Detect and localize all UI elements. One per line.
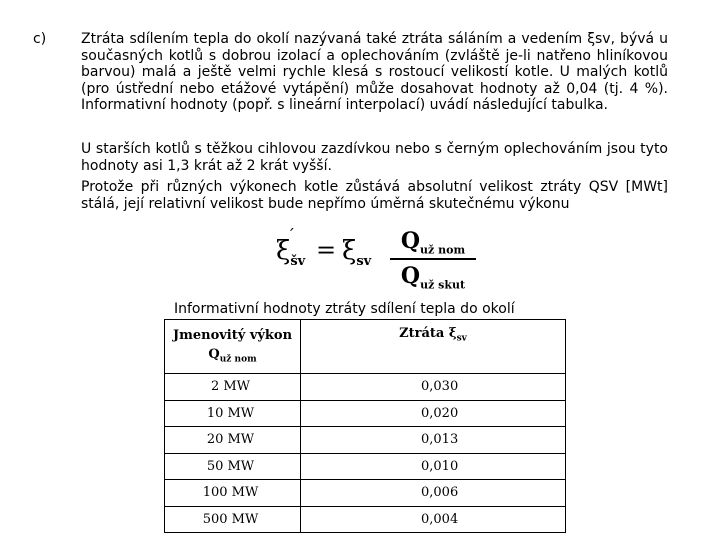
table-row: 100 MW 0,006 (165, 480, 566, 507)
formula-accent: ´ (287, 226, 295, 245)
paragraph-relative-loss: Protože při různých výkonech kotle zůstává absolutní velikost ztráty QSV [MWt] stálá, její relativní velikost bude nepřímo úměrná skutečnému výkonu (81, 179, 668, 212)
fraction-bar (390, 258, 476, 260)
table-row: 2 MW 0,030 (165, 374, 566, 401)
table-header-row (165, 320, 566, 374)
formula-denominator: $Q_{už skut}$ (400, 263, 466, 292)
header-nominal-power: Jmenovitý výkon $Q_{už nom}$ (165, 320, 301, 374)
table-row: 50 MW 0,010 (165, 453, 566, 480)
table-row: 20 MW 0,013 (165, 427, 566, 454)
paragraph-older-boilers: U starších kotlů s těžkou cihlovou zazdívkou nebo s černým oplechováním jsou tyto hodnoty asi 1,3 krát až 2 krát vyšší. (81, 141, 668, 174)
item-label: c) (33, 31, 47, 47)
table-caption: Informativní hodnoty ztráty sdílení tepla do okolí (174, 301, 515, 317)
loss-table (164, 319, 566, 533)
table-row: 10 MW 0,020 (165, 400, 566, 427)
formula-lhs: $\xi_{šv}$ (276, 236, 306, 270)
table-row: 500 MW 0,004 (165, 506, 566, 533)
formula-fraction (390, 228, 476, 292)
loss-formula (276, 228, 476, 290)
paragraph-intro: Ztráta sdílením tepla do okolí nazývaná také ztráta sáláním a vedením ξsv, bývá u současných kotlů s dobrou izolací a oplechováním (zvláště je-li natřeno hliníkovou barvou) malá a ještě velmi rychle klesá s rostoucí velikostí kotle. U malých kotlů (pro ústřední nebo etážové vytápění) může dosahovat hodnoty až 0,04 (tj. 4 %). Informativní hodnoty (popř. s lineární interpolací) uvádí následující tabulka. (81, 31, 668, 113)
formula-rhs: $\xi_{sv}$ (342, 236, 372, 270)
header-loss: Ztráta $\xi_{sv}$ (301, 320, 566, 374)
formula-equals: = (316, 236, 337, 264)
formula-numerator: $Q_{už nom}$ (400, 228, 466, 257)
